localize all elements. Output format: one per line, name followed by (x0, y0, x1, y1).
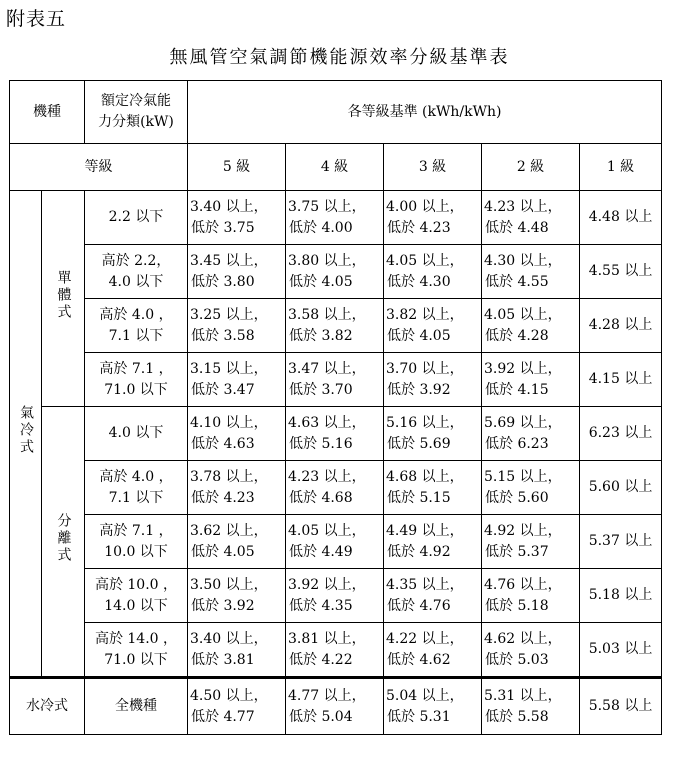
grade-5-cell: 3.25 以上， 低於 3.58 (188, 299, 286, 353)
grade-1-cell: 5.37 以上 (580, 515, 662, 569)
grade-4-cell: 4.23 以上， 低於 4.68 (286, 461, 384, 515)
table-row (10, 569, 662, 623)
grade-1-cell: 5.60 以上 (580, 461, 662, 515)
grade-1-cell: 5.03 以上 (580, 623, 662, 678)
grade-3-cell: 4.22 以上， 低於 4.62 (384, 623, 482, 678)
capacity-cell: 高於 4.0 ， 7.1 以下 (85, 461, 188, 515)
grade-1-cell: 4.15 以上 (580, 353, 662, 407)
grade-5-cell: 3.78 以上， 低於 4.23 (188, 461, 286, 515)
grade-3-cell: 5.16 以上， 低於 5.69 (384, 407, 482, 461)
table-row (10, 623, 662, 678)
grade-5-cell: 3.15 以上， 低於 3.47 (188, 353, 286, 407)
grade-2-cell: 3.92 以上， 低於 4.15 (482, 353, 580, 407)
page-title: 無風管空氣調節機能源效率分級基準表 (169, 47, 510, 68)
grade-3-cell: 4.49 以上， 低於 4.92 (384, 515, 482, 569)
grade-5-cell: 4.50 以上， 低於 4.77 (188, 678, 286, 735)
capacity-cell: 全機種 (85, 678, 188, 735)
grade-4-cell: 3.92 以上， 低於 4.35 (286, 569, 384, 623)
grade-5-cell: 3.40 以上， 低於 3.75 (188, 191, 286, 245)
split-label: 分離式 (55, 512, 72, 564)
capacity-cell: 4.0 以下 (85, 407, 188, 461)
grade-1-cell: 4.55 以上 (580, 245, 662, 299)
efficiency-grade-table (9, 80, 662, 735)
table-row (10, 407, 662, 461)
grade-2-cell: 5.15 以上， 低於 5.60 (482, 461, 580, 515)
grade-3-cell: 4.68 以上， 低於 5.15 (384, 461, 482, 515)
capacity-cell: 高於 7.1 ， 10.0 以下 (85, 515, 188, 569)
capacity-header (85, 81, 188, 144)
grade-5-cell: 3.62 以上， 低於 4.05 (188, 515, 286, 569)
capacity-header-line1: 額定冷氣能 (101, 93, 171, 109)
grade-3-header: 3 級 (384, 144, 482, 191)
grade-2-cell: 4.05 以上， 低於 4.28 (482, 299, 580, 353)
grade-5-cell: 3.40 以上， 低於 3.81 (188, 623, 286, 678)
grade-4-cell: 4.77 以上， 低於 5.04 (286, 678, 384, 735)
grade-1-cell: 6.23 以上 (580, 407, 662, 461)
table-row (10, 678, 662, 735)
criteria-header: 各等級基準 (kWh/kWh) (188, 81, 662, 144)
table-row (10, 353, 662, 407)
grade-4-cell: 3.80 以上， 低於 4.05 (286, 245, 384, 299)
split-group (42, 407, 85, 678)
grade-3-cell: 5.04 以上， 低於 5.31 (384, 678, 482, 735)
table-row (10, 191, 662, 245)
grade-3-cell: 3.70 以上， 低於 3.92 (384, 353, 482, 407)
grade-4-cell: 3.81 以上， 低於 4.22 (286, 623, 384, 678)
capacity-cell: 高於 4.0 ， 7.1 以下 (85, 299, 188, 353)
table-row (10, 515, 662, 569)
capacity-cell: 高於 10.0 ， 14.0 以下 (85, 569, 188, 623)
grade-2-cell: 5.69 以上， 低於 6.23 (482, 407, 580, 461)
grade-4-cell: 3.47 以上， 低於 3.70 (286, 353, 384, 407)
grade-3-cell: 4.05 以上， 低於 4.30 (384, 245, 482, 299)
grade-2-cell: 4.76 以上， 低於 5.18 (482, 569, 580, 623)
unitary-group (42, 191, 85, 407)
grade-3-cell: 4.00 以上， 低於 4.23 (384, 191, 482, 245)
grade-1-cell: 5.58 以上 (580, 678, 662, 735)
grade-2-cell: 4.23 以上， 低於 4.48 (482, 191, 580, 245)
header-row-2 (10, 144, 662, 191)
grade-5-cell: 3.45 以上， 低於 3.80 (188, 245, 286, 299)
grade-4-cell: 3.58 以上， 低於 3.82 (286, 299, 384, 353)
grade-5-header: 5 級 (188, 144, 286, 191)
grade-3-cell: 4.35 以上， 低於 4.76 (384, 569, 482, 623)
grade-4-cell: 4.05 以上， 低於 4.49 (286, 515, 384, 569)
grade-5-cell: 3.50 以上， 低於 3.92 (188, 569, 286, 623)
grade-2-cell: 4.92 以上， 低於 5.37 (482, 515, 580, 569)
grade-2-header: 2 級 (482, 144, 580, 191)
grade-4-header: 4 級 (286, 144, 384, 191)
grade-1-cell: 4.48 以上 (580, 191, 662, 245)
grade-2-cell: 5.31 以上， 低於 5.58 (482, 678, 580, 735)
grade-1-header: 1 級 (580, 144, 662, 191)
grade-5-cell: 4.10 以上， 低於 4.63 (188, 407, 286, 461)
air-cooled-group (10, 191, 42, 678)
table-row (10, 299, 662, 353)
type-header: 機種 (10, 81, 85, 144)
header-row-1 (10, 81, 662, 144)
grade-4-cell: 4.63 以上， 低於 5.16 (286, 407, 384, 461)
water-cooled-group: 水冷式 (10, 678, 85, 735)
grade-4-cell: 3.75 以上， 低於 4.00 (286, 191, 384, 245)
capacity-cell: 高於 7.1 ， 71.0 以下 (85, 353, 188, 407)
appendix-label: 附表五 (6, 8, 67, 30)
capacity-cell: 高於 2.2， 4.0 以下 (85, 245, 188, 299)
table-row (10, 245, 662, 299)
grade-label-header: 等級 (10, 144, 188, 191)
grade-3-cell: 3.82 以上， 低於 4.05 (384, 299, 482, 353)
capacity-header-line2: 力分類(kW) (98, 114, 174, 130)
grade-2-cell: 4.62 以上， 低於 5.03 (482, 623, 580, 678)
unitary-label: 單體式 (55, 269, 72, 321)
capacity-cell: 2.2 以下 (85, 191, 188, 245)
grade-2-cell: 4.30 以上， 低於 4.55 (482, 245, 580, 299)
grade-1-cell: 4.28 以上 (580, 299, 662, 353)
table-row (10, 461, 662, 515)
capacity-cell: 高於 14.0 ， 71.0 以下 (85, 623, 188, 678)
grade-1-cell: 5.18 以上 (580, 569, 662, 623)
air-cooled-label: 氣冷式 (18, 404, 34, 456)
